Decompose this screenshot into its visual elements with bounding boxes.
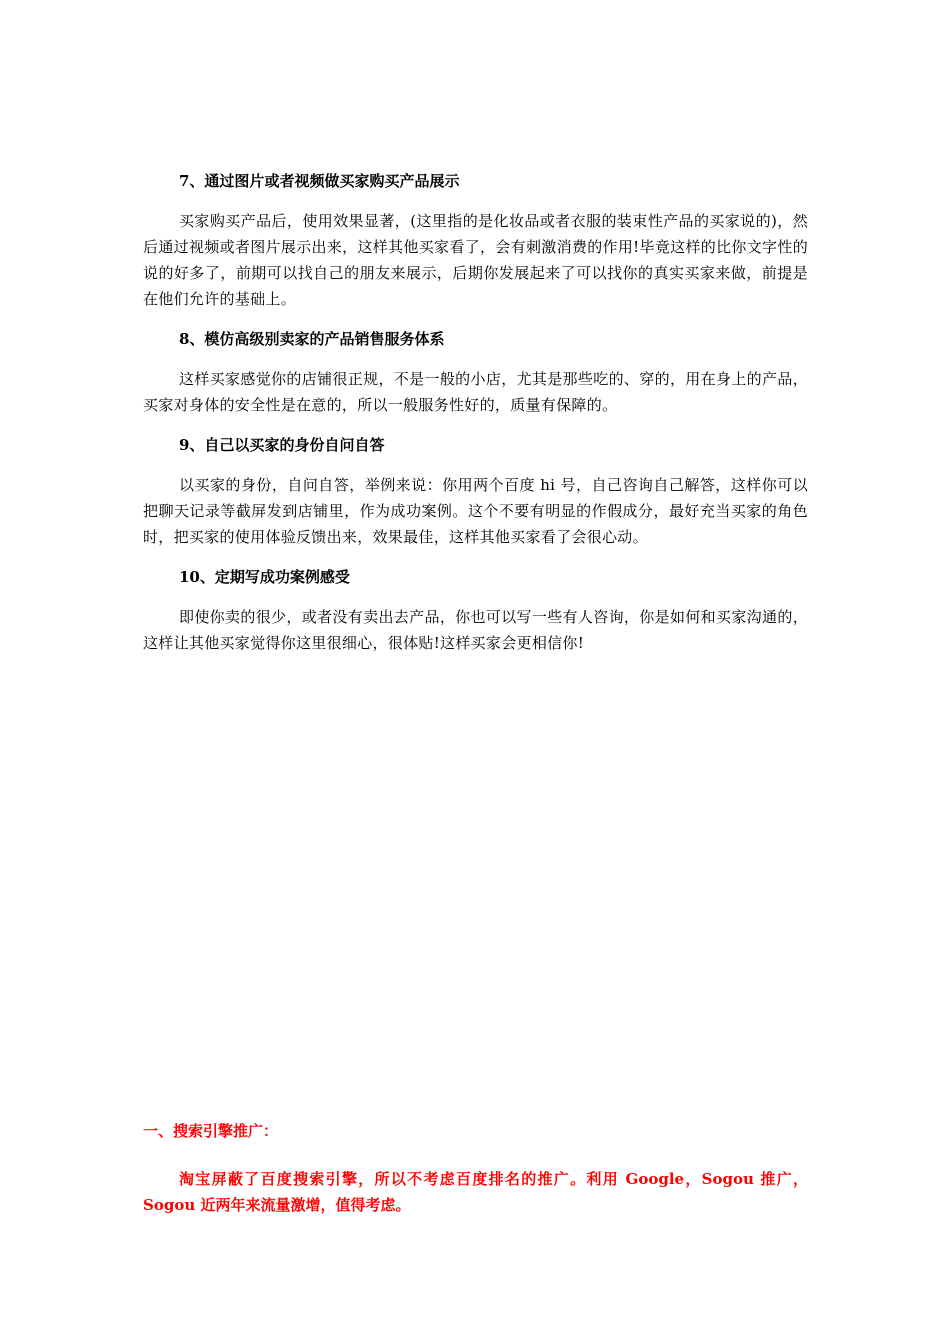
- section-heading-9: 9、自己以买家的身份自问自答: [179, 436, 385, 454]
- main-content: [143, 168, 808, 670]
- section-heading-7: 7、通过图片或者视频做买家购买产品展示: [179, 172, 460, 190]
- red-section-heading: 一、搜索引擎推广：: [143, 1122, 279, 1140]
- red-section-body: 淘宝屏蔽了百度搜索引擎，所以不考虑百度排名的推广。利用 Google，Sogou 推广，Sogou 近两年来流量激增，值得考虑。: [143, 1170, 808, 1214]
- section-body-7: 买家购买产品后，使用效果显著，(这里指的是化妆品或者衣服的装束性产品的买家说的)，然后通过视频或者图片展示出来，这样其他买家看了，会有刺激消费的作用!毕竟这样的比你文字性的说的好多了，前期可以找自己的朋友来展示，后期你发展起来了可以找你的真实买家来做，前提是在他们允许的基础上。: [143, 212, 808, 308]
- section-heading-10: 10、定期写成功案例感受: [179, 568, 350, 586]
- section-heading-8: 8、模仿高级别卖家的产品销售服务体系: [179, 330, 445, 348]
- search-engine-promotion-section: [143, 1118, 808, 1218]
- section-body-9: 以买家的身份，自问自答，举例来说：你用两个百度 hi 号，自己咨询自己解答，这样你可以把聊天记录等截屏发到店铺里，作为成功案例。这个不要有明显的作假成分，最好充当买家的角色时，把买家的使用体验反馈出来，效果最佳，这样其他买家看了会很心动。: [143, 476, 808, 546]
- section-body-8: 这样买家感觉你的店铺很正规，不是一般的小店，尤其是那些吃的、穿的，用在身上的产品，买家对身体的安全性是在意的，所以一般服务性好的，质量有保障的。: [143, 370, 808, 414]
- section-body-10: 即使你卖的很少，或者没有卖出去产品，你也可以写一些有人咨询，你是如何和买家沟通的，这样让其他买家觉得你这里很细心，很体贴!这样买家会更相信你!: [143, 608, 808, 652]
